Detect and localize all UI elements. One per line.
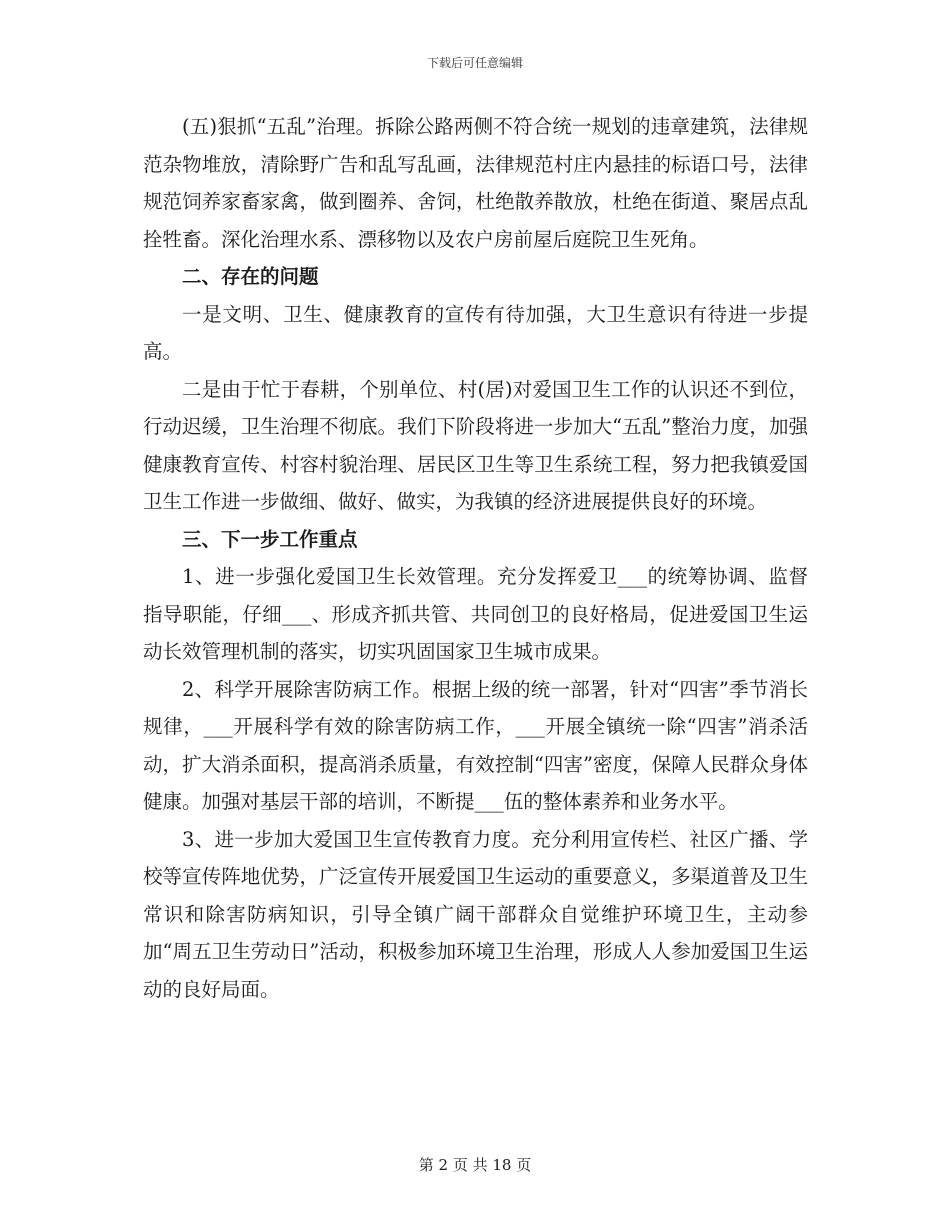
paragraph-step-2: 2、科学开展除害防病工作。根据上级的统一部署，针对“四害”季节消长规律，___开展科学有效的除害防病工作，___开展全镇统一除“四害”消杀活动，扩大消杀面积，提高消杀质量，有效控制“四害”密度，保障人民群众身体健康。加强对基层干部的培训，不断提___伍的整体素养和业务水平。 [143,677,808,813]
paragraph-problem-2: 二是由于忙于春耕，个别单位、村(居)对爱国卫生工作的认识还不到位，行动迟缓，卫生治理不彻底。我们下阶段将进一步加大“五乱”整治力度，加强健康教育宣传、村容村貌治理、居民区卫生等卫生系统工程，努力把我镇爱国卫生工作进一步做细、做好、做实，为我镇的经济进展提供良好的环境。 [143,377,808,513]
document-body [143,108,808,1008]
paragraph-wuluan: (五)狠抓“五乱”治理。拆除公路两侧不符合统一规划的违章建筑，法律规范杂物堆放，清除野广告和乱写乱画，法律规范村庄内悬挂的标语口号，法律规范饲养家畜家禽，做到圈养、舍饲，杜绝散养散放，杜绝在街道、聚居点乱拴牲畜。深化治理水系、漂移物以及农户房前屋后庭院卫生死角。 [143,115,808,251]
header-note: 下载后可任意编辑 [426,56,523,70]
section-heading-next-steps: 三、下一步工作重点 [182,527,358,551]
paragraph-problem-1: 一是文明、卫生、健康教育的宣传有待加强，大卫生意识有待进一步提高。 [143,302,808,363]
paragraph-step-1: 1、进一步强化爱国卫生长效管理。充分发挥爱卫___的统筹协调、监督指导职能，仔细___、形成齐抓共管、共同创卫的良好格局，促进爱国卫生运动长效管理机制的落实，切实巩固国家卫生城市成果。 [143,565,808,663]
section-heading-problems: 二、存在的问题 [182,265,319,288]
paragraph-step-3: 3、进一步加大爱国卫生宣传教育力度。充分利用宣传栏、社区广播、学校等宣传阵地优势，广泛宣传开展爱国卫生运动的重要意义，多渠道普及卫生常识和除害防病知识，引导全镇广阔干部群众自觉维护环境卫生，主动参加“周五卫生劳动日”活动，积极参加环境卫生治理，形成人人参加爱国卫生运动的良好局面。 [143,827,808,1001]
page-number-footer: 第 2 页 共 18 页 [418,1156,532,1174]
